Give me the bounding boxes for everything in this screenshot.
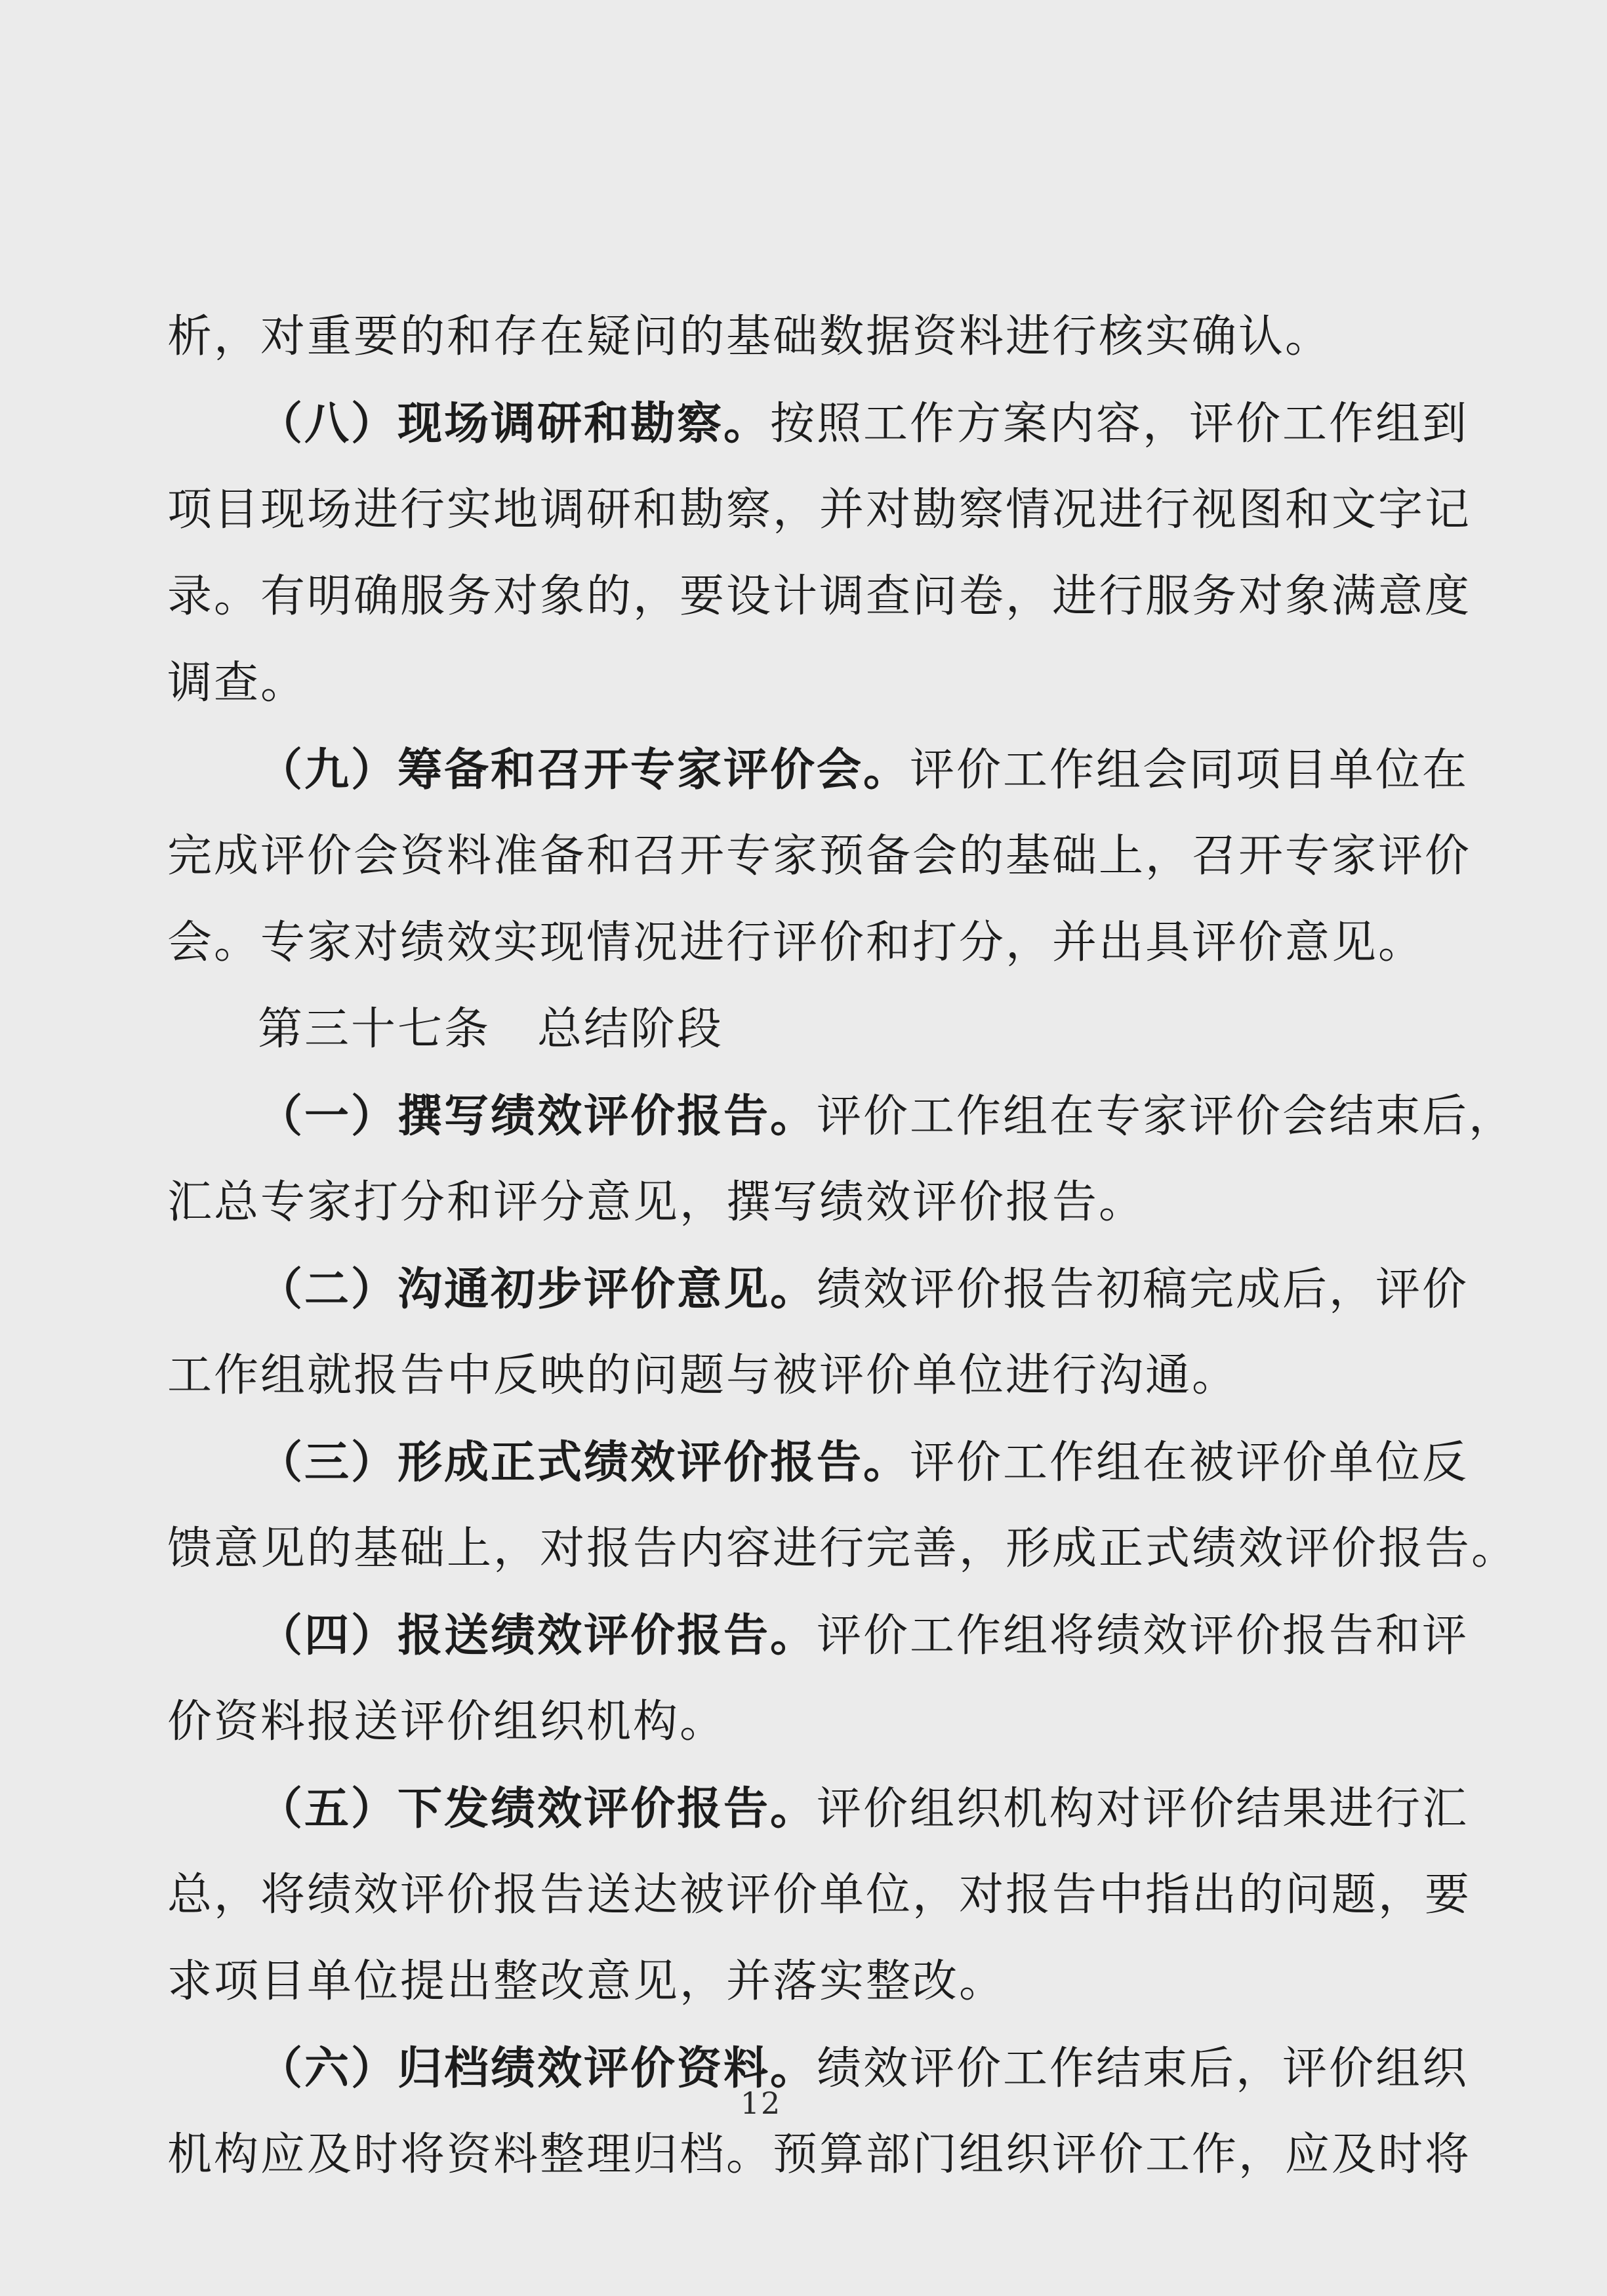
paragraph-line	[167, 640, 1400, 727]
paragraph-line	[167, 2112, 1472, 2198]
paragraph-text: 完成评价会资料准备和召开专家预备会的基础上，召开专家评价	[167, 830, 1472, 882]
paragraph-first-line	[167, 1765, 1469, 1852]
paragraph-text: 绩效评价报告初稿完成后，评价	[817, 1264, 1469, 1316]
paragraph-text: 调查。	[167, 657, 308, 709]
article-title: 第三十七条 总结阶段	[258, 1003, 724, 1055]
document-body	[167, 294, 1518, 2198]
paragraph-text: 绩效评价工作结束后，评价组织	[817, 2043, 1469, 2095]
paragraph-line	[167, 467, 1472, 554]
section-heading-5: （五）下发绩效评价报告。	[258, 1782, 817, 1835]
paragraph-text: 会。专家对绩效实现情况进行评价和打分，并出具评价意见。	[167, 917, 1425, 969]
paragraph-text: 工作组就报告中反映的问题与被评价单位进行沟通。	[167, 1350, 1239, 1401]
paragraph-line	[167, 1333, 1400, 1419]
paragraph-line	[167, 1159, 1400, 1246]
paragraph-line	[167, 554, 1472, 640]
paragraph-first-line	[167, 1073, 1516, 1159]
paragraph-text: 评价组织机构对评价结果进行汇	[817, 1783, 1469, 1835]
paragraph-text: 馈意见的基础上，对报告内容进行完善，形成正式绩效评价报告。	[167, 1523, 1518, 1575]
continuation-line	[167, 294, 1400, 380]
section-heading-9: （九）筹备和召开专家评价会。	[258, 744, 910, 796]
paragraph-text: 项目现场进行实地调研和勘察，并对勘察情况进行视图和文字记	[167, 484, 1472, 536]
paragraph-first-line	[167, 1419, 1469, 1506]
paragraph-text: 评价工作组在被评价单位反	[910, 1437, 1469, 1489]
section-heading-3: （三）形成正式绩效评价报告。	[258, 1436, 910, 1489]
paragraph-line	[167, 900, 1425, 986]
paragraph-text: 评价工作组在专家评价会结束后，	[817, 1091, 1516, 1142]
paragraph-text: 评价工作组将绩效评价报告和评	[817, 1610, 1469, 1662]
paragraph-text: 评价工作组会同项目单位在	[910, 744, 1469, 796]
paragraph-line	[167, 1679, 1400, 1765]
section-heading-8: （八）现场调研和勘察。	[258, 397, 771, 450]
paragraph-line	[167, 1852, 1472, 1939]
section-heading-1: （一）撰写绩效评价报告。	[258, 1090, 817, 1142]
paragraph-text: 机构应及时将资料整理归档。预算部门组织评价工作，应及时将	[167, 2129, 1472, 2181]
article-heading	[167, 986, 1400, 1073]
paragraph-line	[167, 813, 1472, 900]
paragraph-line	[167, 1939, 1400, 2025]
paragraph-text: 按照工作方案内容，评价工作组到	[770, 398, 1469, 450]
paragraph-text: 总，将绩效评价报告送达被评价单位，对报告中指出的问题，要	[167, 1869, 1472, 1921]
paragraph-line	[167, 1506, 1518, 1592]
paragraph-first-line	[167, 380, 1469, 467]
paragraph-text: 录。有明确服务对象的，要设计调查问卷，进行服务对象满意度	[167, 571, 1472, 622]
section-heading-2: （二）沟通初步评价意见。	[258, 1263, 817, 1316]
paragraph-first-line	[167, 727, 1469, 813]
paragraph-first-line	[167, 1246, 1469, 1333]
section-heading-4: （四）报送绩效评价报告。	[258, 1609, 817, 1662]
paragraph-first-line	[167, 1592, 1469, 1679]
paragraph-text: 求项目单位提出整改意见，并落实整改。	[167, 1956, 1006, 2007]
paragraph-text: 析，对重要的和存在疑问的基础数据资料进行核实确认。	[167, 311, 1332, 363]
paragraph-text: 价资料报送评价组织机构。	[167, 1696, 727, 1748]
section-heading-6: （六）归档绩效评价资料。	[258, 2042, 817, 2095]
paragraph-text: 汇总专家打分和评分意见，撰写绩效评价报告。	[167, 1177, 1146, 1228]
page-number: 12	[740, 2085, 782, 2121]
